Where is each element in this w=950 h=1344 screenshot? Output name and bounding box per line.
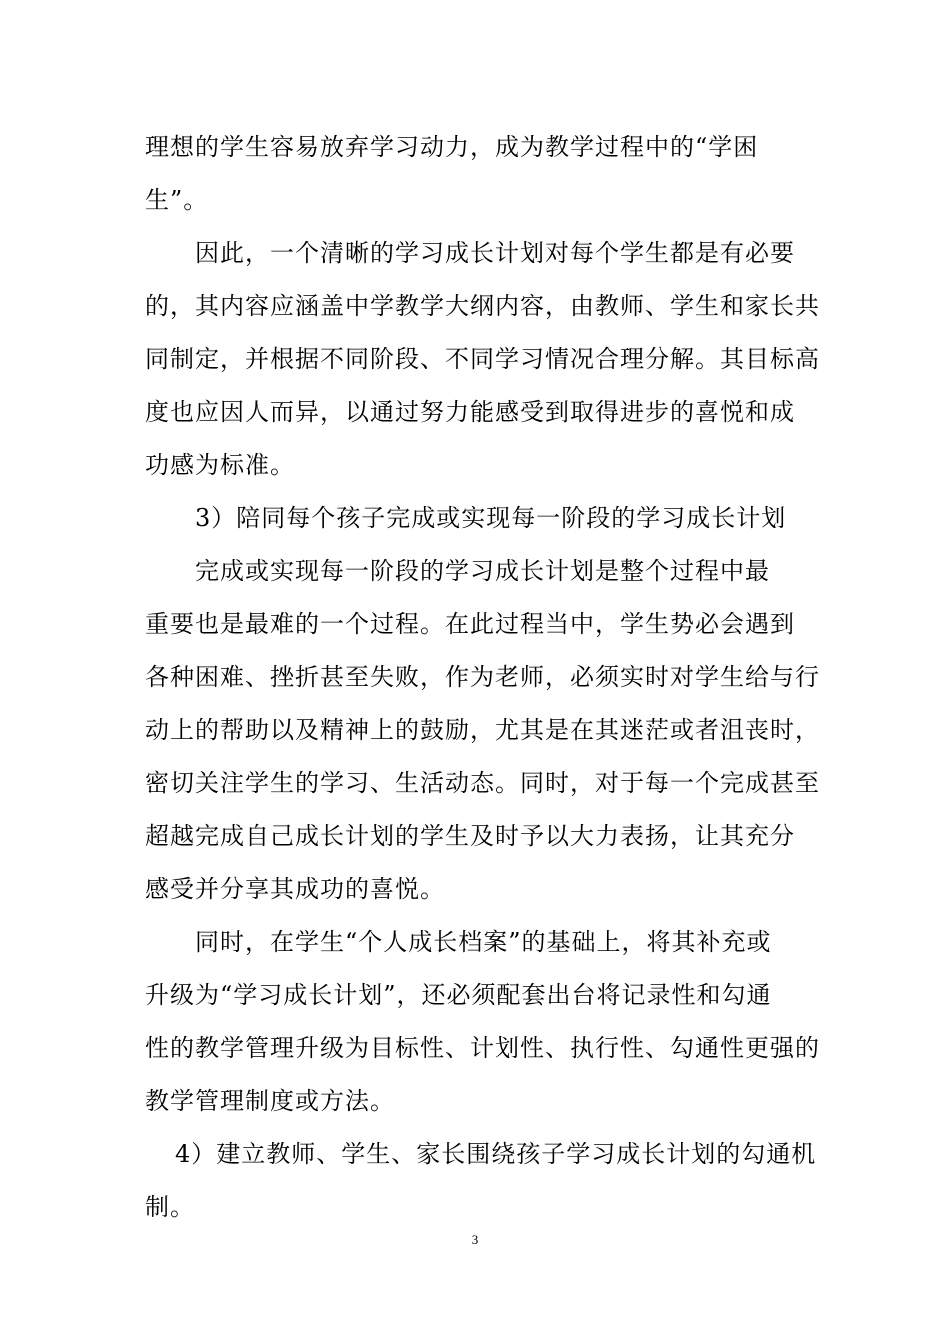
paragraph-line: 功感为标准。 (145, 451, 295, 479)
paragraph-line: 因此，一个清晰的学习成长计划对每个学生都是有必要 (195, 239, 795, 267)
paragraph-line: 超越完成自己成长计划的学生及时予以大力表扬，让其充分 (145, 822, 795, 850)
section-heading: 3）陪同每个孩子完成或实现每一阶段的学习成长计划 (195, 504, 787, 532)
paragraph-line: 密切关注学生的学习、生活动态。同时，对于每一个完成甚至 (145, 769, 820, 797)
paragraph-line: 升级为“学习成长计划”，还必须配套出台将记录性和勾通 (145, 981, 772, 1009)
paragraph-line: 同制定，并根据不同阶段、不同学习情况合理分解。其目标高 (145, 345, 820, 373)
paragraph-line: 理想的学生容易放弃学习动力，成为教学过程中的“学困 (145, 133, 759, 161)
paragraph-line: 教学管理制度或方法。 (145, 1087, 395, 1115)
paragraph-line: 的，其内容应涵盖中学教学大纲内容，由教师、学生和家长共 (145, 292, 820, 320)
paragraph-line: 同时，在学生“个人成长档案”的基础上，将其补充或 (195, 928, 772, 956)
section-heading: 4）建立教师、学生、家长围绕孩子学习成长计划的勾通机 (175, 1140, 817, 1168)
paragraph-line: 动上的帮助以及精神上的鼓励，尤其是在其迷茫或者沮丧时， (145, 716, 820, 744)
paragraph-line: 完成或实现每一阶段的学习成长计划是整个过程中最 (195, 557, 770, 585)
paragraph-line: 性的教学管理升级为目标性、计划性、执行性、勾通性更强的 (145, 1034, 820, 1062)
paragraph-line: 各种困难、挫折甚至失败，作为老师，必须实时对学生给与行 (145, 663, 820, 691)
paragraph-line: 生”。 (145, 186, 209, 214)
paragraph-line: 制。 (145, 1193, 195, 1221)
paragraph-line: 感受并分享其成功的喜悦。 (145, 875, 445, 903)
page-number: 3 (471, 1232, 479, 1247)
paragraph-line: 度也应因人而异，以通过努力能感受到取得进步的喜悦和成 (145, 398, 795, 426)
paragraph-line: 重要也是最难的一个过程。在此过程当中，学生势必会遇到 (145, 610, 795, 638)
